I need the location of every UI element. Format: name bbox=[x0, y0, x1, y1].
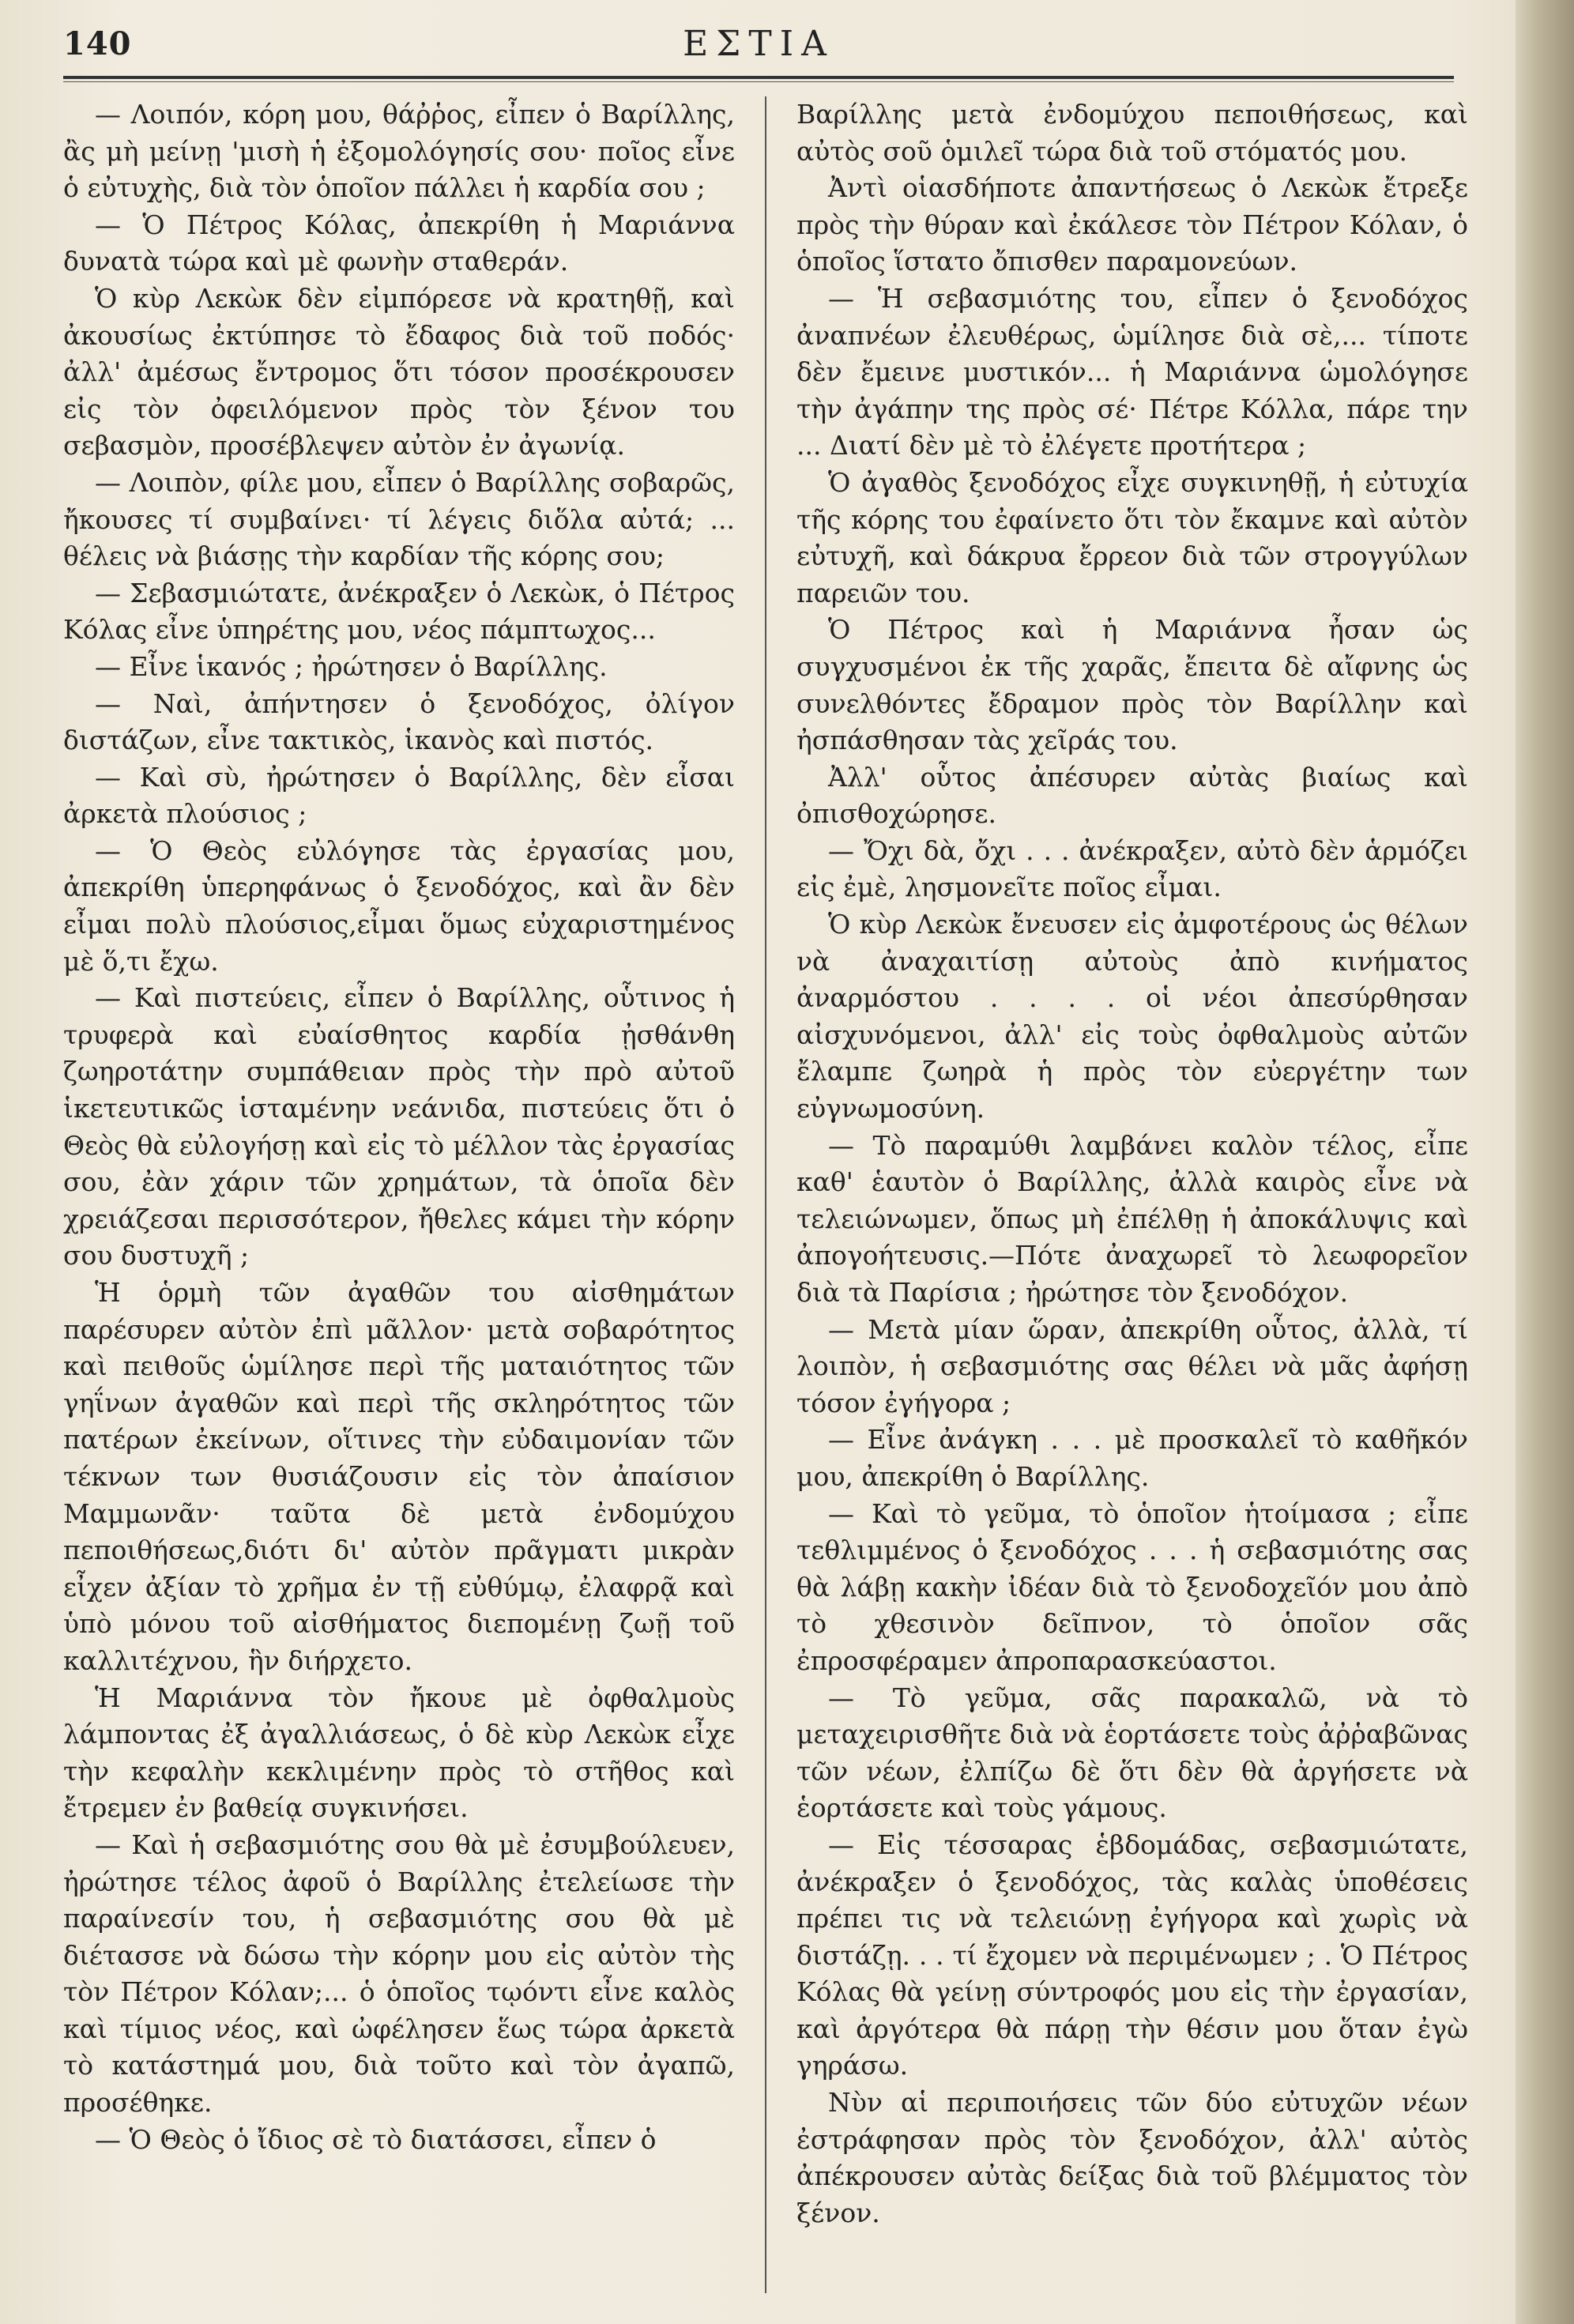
column-divider bbox=[765, 96, 766, 2293]
right-column bbox=[796, 96, 1468, 2301]
paragraph: Ἀντὶ οἱασδήποτε ἀπαντήσεως ὁ Λεκὼκ ἔτρεξε πρὸς τὴν θύραν καὶ ἐκάλεσε τὸν Πέτρον Κόλαν, ὁ ὁποῖος ἵστατο ὄπισθεν παραμονεύων. bbox=[796, 172, 1468, 277]
paragraph: Ἀλλ' οὗτος ἀπέσυρεν αὐτὰς βιαίως καὶ ὀπισθοχώρησε. bbox=[796, 761, 1468, 830]
paragraph: — Ὁ Πέτρος Κόλας, ἀπεκρίθη ἡ Μαριάννα δυνατὰ τώρα καὶ μὲ φωνὴν σταθεράν. bbox=[63, 209, 735, 277]
paragraph: Ὁ Πέτρος καὶ ἡ Μαριάννα ἦσαν ὡς συγχυσμένοι ἐκ τῆς χαρᾶς, ἔπειτα δὲ αἴφνης ὡς συνελθόντες ἔδραμον πρὸς τὸν Βαρίλλην καὶ ἠσπάσθησαν τὰς χεῖράς του. bbox=[796, 614, 1468, 756]
paragraph: Ὁ κὺρ Λεκὼκ ἔνευσεν εἰς ἀμφοτέρους ὡς θέλων νὰ ἀναχαιτίσῃ αὐτοὺς ἀπὸ κινήματος ἀναρμόστου . . . . οἱ νέοι ἀπεσύρθησαν αἰσχυνόμενοι, ἀλλ' εἰς τοὺς ὀφθαλμοὺς αὐτῶν ἔλαμπε ζωηρὰ ἡ πρὸς τὸν εὐεργέτην των εὐγνωμοσύνη. bbox=[796, 909, 1468, 1124]
paragraph: Ἡ ὁρμὴ τῶν ἀγαθῶν του αἰσθημάτων παρέσυρεν αὐτὸν ἐπὶ μᾶλλον· μετὰ σοβαρότητος καὶ πειθοῦς ὡμίλησε περὶ τῆς ματαιότητος τῶν γηΐνων ἀγαθῶν καὶ περὶ τῆς σκληρότητος τῶν πατέρων ἐκείνων, οἵτινες τὴν εὐδαιμονίαν τῶν τέκνων των θυσιάζουσιν εἰς τὸν ἀπαίσιον Μαμμωνᾶν· ταῦτα δὲ μετὰ ἐνδομύχου πεποιθήσεως,διότι δι' αὐτὸν πρᾶγματι μικρὰν εἶχεν ἀξίαν τὸ χρῆμα ἐν τῇ εὐθύμῳ, ἐλαφρᾷ καὶ ὑπὸ μόνου τοῦ αἰσθήματος διεπομένῃ ζωῇ τοῦ καλλιτέχνου, ἣν διήρχετο. bbox=[63, 1277, 735, 1676]
left-column bbox=[63, 96, 735, 2301]
running-title: ΕΣΤΙΑ bbox=[683, 24, 834, 64]
paragraph: — Καὶ ἡ σεβασμιότης σου θὰ μὲ ἐσυμβούλευεν, ἠρώτησε τέλος ἀφοῦ ὁ Βαρίλλης ἐτελείωσε τὴν παραίνεσίν του, ἡ σεβασμιότης σου θὰ μὲ διέτασσε νὰ δώσω τὴν κόρην μου εἰς αὐτὸν τὴς τὸν Πέτρον Κόλαν;... ὁ ὁποῖος τῳόντι εἶνε καλὸς καὶ τίμιος νέος, καὶ ὠφέλησεν ἕως τώρα ἀρκετὰ τὸ κατάστημά μου, διὰ τοῦτο καὶ τὸν ἀγαπῶ, προσέθηκε. bbox=[63, 1829, 735, 2119]
paragraph: Ὁ ἀγαθὸς ξενοδόχος εἶχε συγκινηθῇ, ἡ εὐτυχία τῆς κόρης του ἐφαίνετο ὅτι τὸν ἔκαμνε καὶ αὐτὸν εὐτυχῆ, καὶ δάκρυα ἔρρεον διὰ τῶν στρογγύλων παρειῶν του. bbox=[796, 466, 1468, 608]
paragraph: — Εἶνε ἱκανός ; ἠρώτησεν ὁ Βαρίλλης. bbox=[95, 650, 608, 682]
paragraph: — Ὁ Θεὸς ὁ ἴδιος σὲ τὸ διατάσσει, εἶπεν ὁ bbox=[95, 2123, 657, 2155]
paragraph: — Ὁ Θεὸς εὐλόγησε τὰς ἐργασίας μου, ἀπεκρίθη ὑπερηφάνως ὁ ξενοδόχος, καὶ ἂν δὲν εἶμαι πολὺ πλούσιος,εἶμαι ὅμως εὐχαριστημένος μὲ ὅ,τι ἔχω. bbox=[63, 834, 735, 977]
header-rule-thin bbox=[63, 81, 1454, 82]
paragraph: — Καὶ σὺ, ἠρώτησεν ὁ Βαρίλλης, δὲν εἶσαι ἀρκετὰ πλούσιος ; bbox=[63, 761, 735, 830]
paragraph: — Λοιπὸν, φίλε μου, εἶπεν ὁ Βαρίλλης σοβαρῶς, ἤκουσες τί συμβαίνει· τί λέγεις διὅλα αὐτά; ... θέλεις νὰ βιάσῃς τὴν καρδίαν τῆς κόρης σου; bbox=[63, 466, 735, 572]
page-header bbox=[63, 19, 1454, 66]
paragraph: — Ναὶ, ἀπήντησεν ὁ ξενοδόχος, ὀλίγον διστάζων, εἶνε τακτικὸς, ἱκανὸς καὶ πιστός. bbox=[63, 687, 735, 756]
paragraph: — Τὸ γεῦμα, σᾶς παρακαλῶ, νὰ τὸ μεταχειρισθῆτε διὰ νὰ ἑορτάσετε τοὺς ἀῤῥαβῶνας τῶν νέων, ἐλπίζω δὲ ὅτι δὲν θὰ ἀργήσετε νὰ ἑορτάσετε καὶ τοὺς γάμους. bbox=[796, 1682, 1468, 1824]
header-rule bbox=[63, 76, 1454, 79]
page-number: 140 bbox=[63, 25, 132, 62]
paragraph: — Μετὰ μίαν ὥραν, ἀπεκρίθη οὗτος, ἀλλὰ, τί λοιπὸν, ἡ σεβασμιότης σας θέλει νὰ μᾶς ἀφήσῃ τόσον ἐγήγορα ; bbox=[796, 1313, 1468, 1418]
paragraph: Ὁ κὺρ Λεκὼκ δὲν εἰμπόρεσε νὰ κρατηθῇ, καὶ ἀκουσίως ἐκτύπησε τὸ ἔδαφος διὰ τοῦ ποδός· ἀλλ' ἀμέσως ἔντρομος ὅτι τόσον προσέκρουσεν εἰς τὸν ὀφειλόμενον πρὸς τὸν ξένον του σεβασμὸν, προσέβλεψεν αὐτὸν ἐν ἀγωνίᾳ. bbox=[63, 282, 735, 461]
paragraph: Νὺν αἱ περιποιήσεις τῶν δύο εὐτυχῶν νέων ἐστράφησαν πρὸς τὸν ξενοδόχον, ἀλλ' αὐτὸς ἀπέκρουσεν αὐτὰς δείξας διὰ τοῦ βλέμματος τὸν ξένον. bbox=[796, 2087, 1468, 2228]
paragraph: — Ἡ σεβασμιότης του, εἶπεν ὁ ξενοδόχος ἀναπνέων ἐλευθέρως, ὡμίλησε διὰ σὲ,... τίποτε δὲν ἔμεινε μυστικόν... ἡ Μαριάννα ὡμολόγησε τὴν ἀγάπην της πρὸς σέ· Πέτρε Κόλλα, πάρε την ... Διατί δὲν μὲ τὸ ἐλέγετε προτήτερα ; bbox=[796, 282, 1468, 461]
paragraph: — Εἶνε ἀνάγκη . . . μὲ προσκαλεῖ τὸ καθῆκόν μου, ἀπεκρίθη ὁ Βαρίλλης. bbox=[796, 1424, 1468, 1492]
paragraph-continued: Βαρίλλης μετὰ ἐνδομύχου πεποιθήσεως, καὶ αὐτὸς σοῦ ὁμιλεῖ τώρα διὰ τοῦ στόματός μου. bbox=[796, 99, 1468, 167]
paragraph: — Καὶ τὸ γεῦμα, τὸ ὁποῖον ἡτοίμασα ; εἶπε τεθλιμμένος ὁ ξενοδόχος . . . ἡ σεβασμιότης σας θὰ λάβῃ κακὴν ἰδέαν διὰ τὸ ξενοδοχεῖόν μου ἀπὸ τὸ χθεσινὸν δεῖπνον, τὸ ὁποῖον σᾶς ἐπροσφέραμεν ἀπροπαρασκεύαστοι. bbox=[796, 1497, 1468, 1676]
paragraph: — Λοιπόν, κόρη μου, θάῤῥος, εἶπεν ὁ Βαρίλλης, ἂς μὴ μείνῃ 'μισὴ ἡ ἐξομολόγησίς σου· ποῖος εἶνε ὁ εὐτυχὴς, διὰ τὸν ὁποῖον πάλλει ἡ καρδία σου ; bbox=[63, 99, 735, 204]
paragraph: — Τὸ παραμύθι λαμβάνει καλὸν τέλος, εἶπε καθ' ἑαυτὸν ὁ Βαρίλλης, ἀλλὰ καιρὸς εἶνε νὰ τελειώνωμεν, ὅπως μὴ ἐπέλθῃ ἡ ἀποκάλυψις καὶ ἀπογοήτευσις.—Πότε ἀναχωρεῖ τὸ λεωφορεῖον διὰ τὰ Παρίσια ; ἠρώτησε τὸν ξενοδόχον. bbox=[796, 1129, 1468, 1308]
paragraph: — Εἰς τέσσαρας ἑβδομάδας, σεβασμιώτατε, ἀνέκραξεν ὁ ξενοδόχος, τὰς καλὰς ὑποθέσεις πρέπει τις νὰ τελειώνῃ ἐγήγορα καὶ χωρὶς νὰ διστάζῃ. . . τί ἔχομεν νὰ περιμένωμεν ; . Ὁ Πέτρος Κόλας θὰ γείνῃ σύντροφός μου εἰς τὴν ἐργασίαν, καὶ ἀργότερα θὰ πάρῃ τὴν θέσιν μου ὅταν ἐγὼ γηράσω. bbox=[796, 1829, 1468, 2081]
book-binding-edge bbox=[1516, 0, 1574, 2324]
paragraph: — Σεβασμιώτατε, ἀνέκραξεν ὁ Λεκὼκ, ὁ Πέτρος Κόλας εἶνε ὑπηρέτης μου, νέος πάμπτωχος... bbox=[63, 577, 735, 646]
paragraph: — Ὄχι δὰ, ὄχι . . . ἀνέκραξεν, αὐτὸ δὲν ἁρμόζει εἰς ἐμὲ, λησμονεῖτε ποῖος εἶμαι. bbox=[796, 834, 1468, 903]
paragraph: — Καὶ πιστεύεις, εἶπεν ὁ Βαρίλλης, οὗτινος ἡ τρυφερὰ καὶ εὐαίσθητος καρδία ᾐσθάνθη ζωηροτάτην συμπάθειαν πρὸς τὴν πρὸ αὐτοῦ ἱκετευτικῶς ἱσταμένην νεάνιδα, πιστεύεις ὅτι ὁ Θεὸς θὰ εὐλογήσῃ καὶ εἰς τὸ μέλλον τὰς ἐργασίας σου, ἐὰν χάριν τῶν χρημάτων, τὰ ὁποῖα δὲν χρειάζεσαι περισσότερον, ἤθελες κάμει τὴν κόρην σου δυστυχῆ ; bbox=[63, 982, 735, 1271]
paragraph: Ἡ Μαριάννα τὸν ἤκουε μὲ ὀφθαλμοὺς λάμποντας ἐξ ἀγαλλιάσεως, ὁ δὲ κὺρ Λεκὼκ εἶχε τὴν κεφαλὴν κεκλιμένην πρὸς τὸ στῆθος καὶ ἔτρεμεν ἐν βαθείᾳ συγκινήσει. bbox=[63, 1682, 735, 1824]
